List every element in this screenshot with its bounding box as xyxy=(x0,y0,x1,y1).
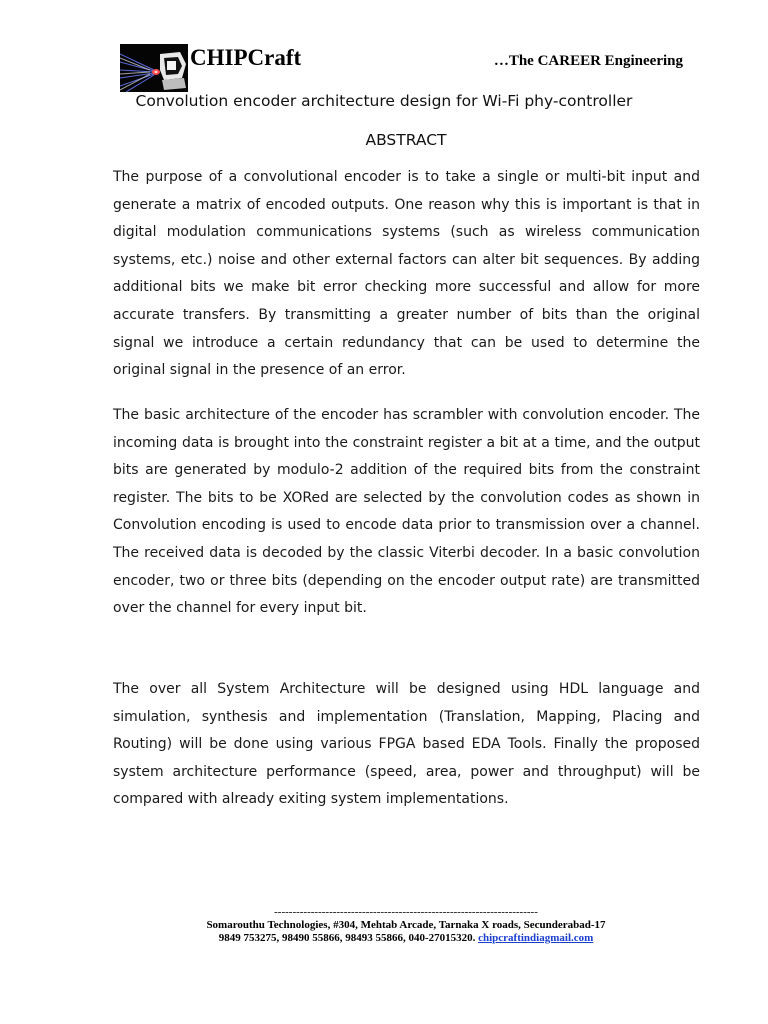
footer-email-link[interactable]: chipcraftindiagmail.com xyxy=(478,932,594,944)
company-logo xyxy=(120,44,188,92)
brand-name: CHIPCraft xyxy=(190,45,302,70)
abstract-heading: ABSTRACT xyxy=(365,131,447,149)
page-footer xyxy=(0,906,768,945)
document-title: Convolution encoder architecture design for Wi-Fi phy-controller xyxy=(135,92,633,110)
footer-phones: 9849 753275, 98490 55866, 98493 55866, 040-27015320. xyxy=(218,932,476,944)
footer-address: Somarouthu Technologies, #304, Mehtab Arcade, Tarnaka X roads, Secunderabad-17 xyxy=(206,919,606,931)
logo-graphic xyxy=(120,44,188,92)
abstract-paragraph-3: The over all System Architecture will be designed using HDL language and simulation, synthesis and implementation (Translation, Mapping, Placing and Routing) will be done using various FPGA based EDA Tools. Finally the proposed system architecture performance (speed, area, power and throughput) will be compared with already exiting system implementations. xyxy=(113,681,700,808)
abstract-paragraph-2: The basic architecture of the encoder has scrambler with convolution encoder. The incoming data is brought into the constraint register a bit at a time, and the output bits are generated by modulo-2 addition of the required bits from the constraint register. The bits to be XORed are selected by the convolution codes as shown in Convolution encoding is used to encode data prior to transmission over a channel. The received data is decoded by the classic Viterbi decoder. In a basic convolution encoder, two or three bits (depending on the encoder output rate) are transmitted over the channel for every input bit. xyxy=(113,407,700,617)
footer-rule: ------------------------------------------------------------------------ xyxy=(274,906,538,918)
brand-tagline: …The CAREER Engineering xyxy=(493,53,683,69)
footer-contact xyxy=(0,932,768,945)
abstract-paragraph-1: The purpose of a convolutional encoder is to take a single or multi-bit input and generate a matrix of encoded outputs. One reason why this is important is that in digital modulation communications systems (such as wireless communication systems, etc.) noise and other external factors can alter bit sequences. By adding additional bits we make bit error checking more successful and allow for more accurate transfers. By transmitting a greater number of bits than the original signal we introduce a certain redundancy that can be used to determine the original signal in the presence of an error. xyxy=(113,169,700,379)
